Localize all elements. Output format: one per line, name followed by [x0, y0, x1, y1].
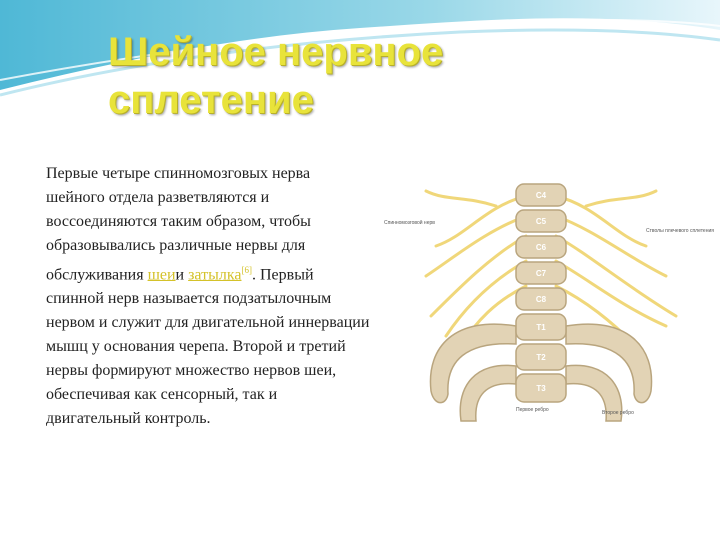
body-text-part2: . Первый спинной нерв называется подзатылочным нервом и служит для двигательной иннервации мышц у основания черепа. Второй и третий нервы формируют множество нервов шеи, обеспечивая как сенсорный, так и двигательный контроль.	[46, 266, 370, 428]
vertebra-label: C7	[535, 269, 547, 278]
label-second-rib: Второе ребро	[602, 410, 634, 416]
vertebra-label: C5	[535, 217, 547, 226]
vertebral-column	[516, 184, 566, 402]
label-first-rib: Первое ребро	[516, 407, 549, 413]
vertebra-label: C6	[535, 243, 547, 252]
vertebra-label: T1	[536, 323, 546, 332]
link-nape[interactable]: затылка	[188, 266, 242, 284]
vertebra-label: T3	[536, 384, 546, 393]
cervical-plexus-illustration	[376, 176, 714, 436]
body-text-part1: Первые четыре спинномозговых нерва шейного отдела разветвляются и воссоединяются таким образом, чтобы образовывались различные нервы для обслуживания	[46, 165, 311, 284]
title-line-1: Шейное нервное	[108, 30, 444, 74]
body-text-and: и	[175, 266, 189, 284]
slide-title	[108, 28, 528, 124]
link-neck[interactable]: шеи	[147, 266, 176, 284]
vertebra-label: T2	[536, 353, 546, 362]
title-line-2: сплетение	[108, 78, 314, 122]
label-spinal-nerve: Спинномозговой нерв	[384, 220, 435, 226]
footnote-reference[interactable]: [6]	[241, 265, 252, 275]
label-plexus-trunks: Стволы плечевого сплетения	[646, 228, 714, 234]
vertebra-label: C4	[535, 191, 547, 200]
vertebra-label: C8	[535, 295, 547, 304]
body-paragraph	[46, 162, 372, 431]
